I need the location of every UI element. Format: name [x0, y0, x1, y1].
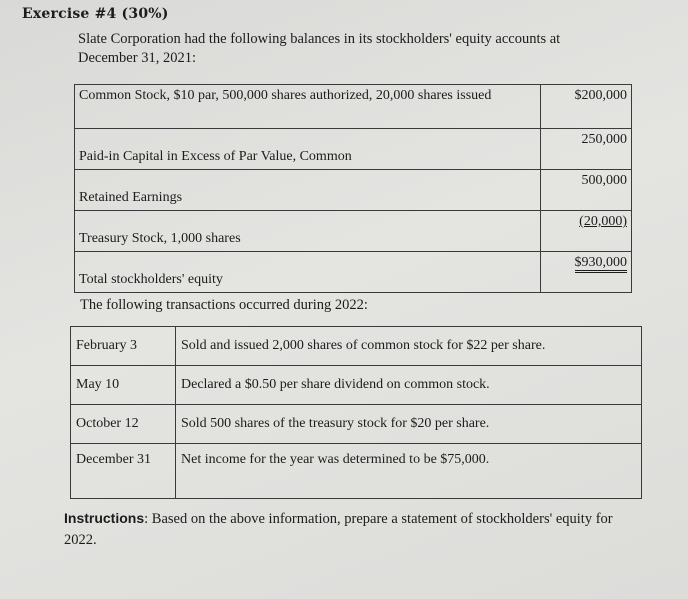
transaction-row	[71, 444, 642, 499]
transaction-row	[71, 327, 642, 366]
transaction-row	[71, 405, 642, 444]
balance-label: Retained Earnings	[75, 170, 541, 211]
instructions-label: Instructions	[64, 510, 145, 526]
balances-table	[74, 84, 632, 293]
instructions-text: : Based on the above information, prepare a statement of stockholders' equity for 2022.	[64, 511, 613, 548]
transaction-date: October 12	[71, 405, 176, 444]
balance-total-row	[75, 252, 632, 293]
balance-amount: (20,000)	[579, 214, 627, 229]
balance-total-amount: $930,000	[575, 255, 628, 273]
transaction-date: May 10	[71, 366, 176, 405]
balance-row	[75, 129, 632, 170]
transaction-description: Sold and issued 2,000 shares of common stock for $22 per share.	[176, 327, 642, 366]
balance-row	[75, 85, 632, 129]
intro-text: Slate Corporation had the following balances in its stockholders' equity accounts at December 31, 2021:	[78, 31, 561, 66]
transactions-heading: The following transactions occurred during 2022:	[80, 297, 368, 313]
transaction-row	[71, 366, 642, 405]
exercise-title: Exercise #4 (30%)	[22, 6, 169, 22]
transaction-description: Net income for the year was determined to be $75,000.	[176, 444, 642, 499]
transaction-description: Declared a $0.50 per share dividend on common stock.	[176, 366, 642, 405]
balance-label: Treasury Stock, 1,000 shares	[75, 211, 541, 252]
balance-amount: 500,000	[541, 170, 632, 211]
transaction-date: February 3	[71, 327, 176, 366]
balance-label: Common Stock, $10 par, 500,000 shares authorized, 20,000 shares issued	[75, 85, 541, 129]
instructions	[64, 508, 624, 551]
transactions-table	[70, 326, 642, 499]
balance-amount: 250,000	[541, 129, 632, 170]
balance-amount: $200,000	[541, 85, 632, 129]
transaction-description: Sold 500 shares of the treasury stock for $20 per share.	[176, 405, 642, 444]
balance-row	[75, 211, 632, 252]
balance-total-label: Total stockholders' equity	[75, 252, 541, 293]
balance-row	[75, 170, 632, 211]
balance-label: Paid-in Capital in Excess of Par Value, Common	[75, 129, 541, 170]
transaction-date: December 31	[71, 444, 176, 499]
